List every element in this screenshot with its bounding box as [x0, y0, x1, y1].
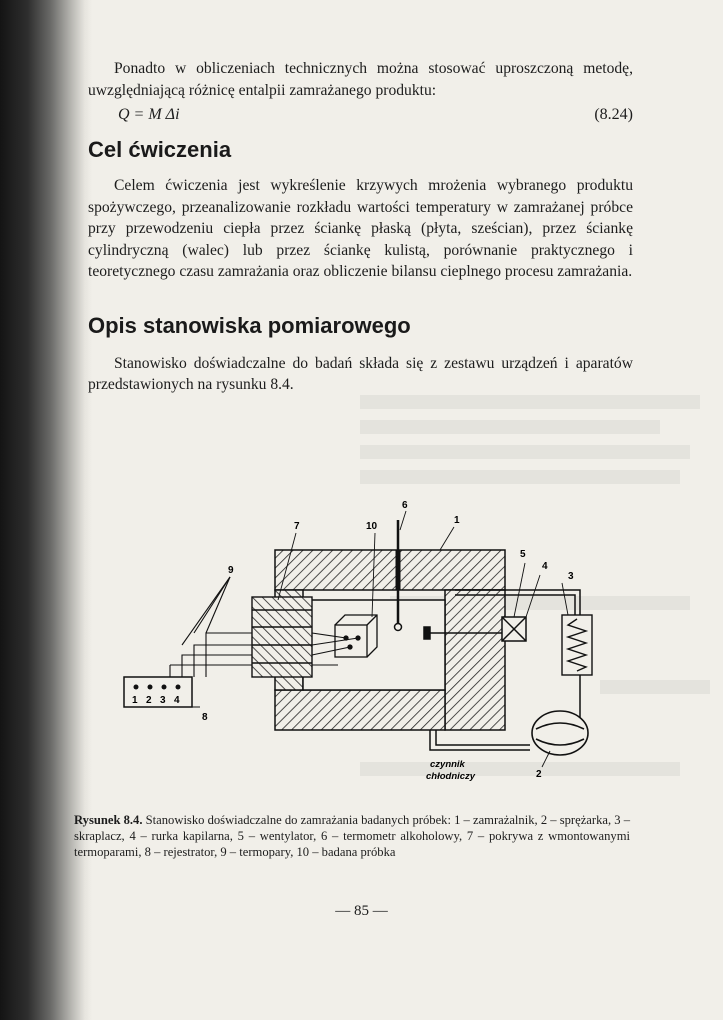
callout-4: 4 — [542, 561, 548, 572]
callout-10: 10 — [366, 521, 378, 532]
equation-expression: Q = M Δi — [118, 106, 180, 123]
recorder — [124, 677, 192, 707]
book-binding-shadow — [0, 0, 92, 1020]
setup-paragraph: Stanowisko doświadczalne do badań składa się z zestawu urządzeń i aparatów przedstawionych na rysunku 8.4. — [88, 354, 633, 393]
callout-2: 2 — [536, 769, 542, 780]
lid-with-thermocouples — [252, 597, 312, 677]
refrigerant-label-line2: chłodniczy — [426, 771, 476, 782]
goal-paragraph: Celem ćwiczenia jest wykreślenie krzywych mrożenia wybranego produktu spożywczego, przeanalizowanie rozkładu wartości temperatury w zamrażanej próbce przy przewodzeniu ciepła przez ściankę płaską (płyta, sześcian), przez ściankę cylindryczną (walec) lub przez ściankę kulistą, porównanie praktycznego i teoretycznego czasu zamrażania oraz obliczenie bilansu cieplnego procesu zamrażania. — [88, 177, 633, 280]
condenser — [562, 615, 592, 675]
figure-caption — [74, 812, 630, 860]
callout-6: 6 — [402, 500, 408, 511]
freezer-diagram — [110, 500, 630, 795]
show-through — [360, 420, 660, 434]
callout-7: 7 — [294, 521, 300, 532]
callout-3: 3 — [568, 571, 574, 582]
show-through — [360, 395, 700, 409]
recorder-channel-1: 1 — [132, 695, 138, 706]
recorder-channel-3: 3 — [160, 695, 166, 706]
callout-9: 9 — [228, 565, 234, 576]
caption-lead: Rysunek 8.4. — [74, 813, 143, 827]
show-through — [360, 470, 680, 484]
refrigerant-label-line1: czynnik — [430, 759, 465, 770]
callout-1: 1 — [454, 515, 460, 526]
recorder-channel-4: 4 — [174, 695, 180, 706]
equation — [88, 103, 633, 129]
section-heading-goal: Cel ćwiczenia — [88, 137, 232, 162]
equation-number: (8.24) — [594, 106, 633, 123]
page-number: — 85 — — [335, 903, 388, 919]
callout-8: 8 — [202, 712, 208, 723]
show-through — [360, 445, 690, 459]
recorder-channel-2: 2 — [146, 695, 152, 706]
callout-5: 5 — [520, 549, 526, 560]
intro-paragraph: Ponadto w obliczeniach technicznych można stosować uproszczoną metodę, uwzględniającą różnicę entalpii zamrażanego produktu: — [88, 60, 633, 99]
figure-8-4 — [110, 500, 630, 795]
compressor — [532, 711, 588, 755]
caption-text: Stanowisko doświadczalne do zamrażania badanych próbek: 1 – zamrażalnik, 2 – sprężarka, 3 – skraplacz, 4 – rurka kapilarna, 5 – wentylator, 6 – termometr alkoholowy, 7 – pokrywa z wmontowanymi termoparami, 8 – rejestrator, 9 – termopary, 10 – badana próbka — [74, 813, 630, 859]
page-body — [88, 58, 633, 396]
section-heading-setup: Opis stanowiska pomiarowego — [88, 312, 411, 338]
